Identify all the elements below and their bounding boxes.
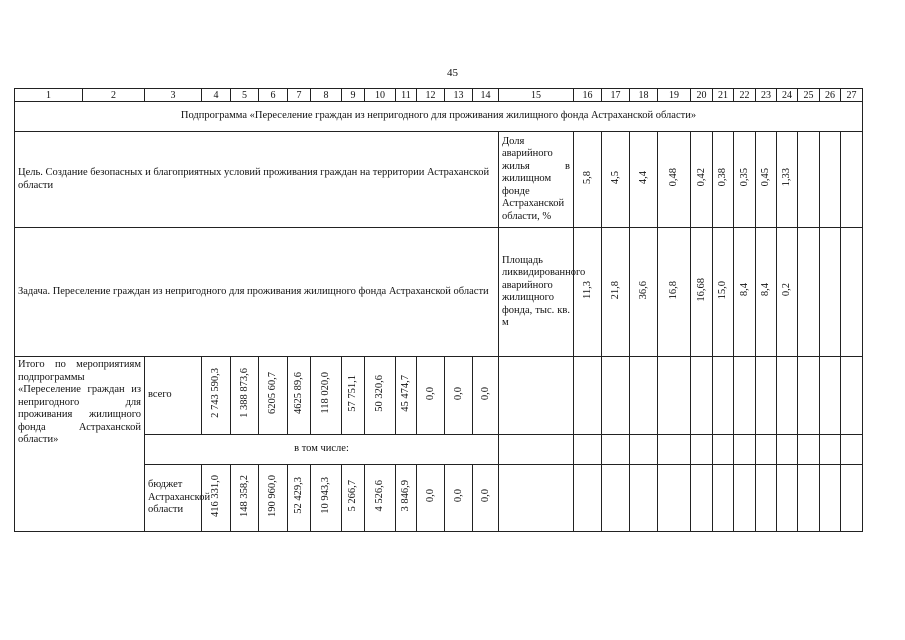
budget-value: 5 266,7: [347, 480, 358, 512]
column-number: 18: [630, 89, 658, 102]
task-value: 8,4: [738, 283, 750, 297]
column-number: 24: [777, 89, 798, 102]
budget-value: 148 358,2: [238, 474, 250, 517]
totals-value: 0,0: [479, 386, 491, 400]
column-number: 2: [83, 89, 145, 102]
totals-value: 2 743 590,3: [210, 368, 221, 419]
task-value: 36,6: [637, 280, 649, 299]
budget-value: 416 331,0: [210, 474, 221, 517]
column-number: 22: [734, 89, 756, 102]
totals-value: 1 388 873,6: [238, 368, 250, 419]
column-number: 25: [798, 89, 820, 102]
budget-value: 3 846,9: [400, 480, 411, 512]
totals-row-label: всего: [145, 357, 202, 435]
goal-text: Цель. Создание безопасных и благоприятных условий проживания граждан на территории Астраханской области: [15, 132, 499, 228]
column-number: 6: [259, 89, 288, 102]
totals-value: 4625 89,6: [293, 372, 304, 415]
totals-label: Итого по мероприятиям подпрограммы «Переселение граждан из непригодного для проживания жилищного фонда Астраханской области»: [15, 357, 145, 532]
column-number: 23: [756, 89, 777, 102]
subprogram-row: [15, 102, 863, 132]
totals-value: 0,0: [424, 386, 436, 400]
budget-value: 0,0: [479, 489, 491, 503]
column-number: 10: [365, 89, 396, 102]
goal-value: 1,33: [781, 168, 792, 187]
budget-row-label: бюджет Астраханской области: [145, 465, 202, 532]
column-number: 15: [499, 89, 574, 102]
column-number: 26: [820, 89, 841, 102]
goal-value: 4,4: [637, 170, 649, 184]
column-number: 1: [15, 89, 83, 102]
column-number: 12: [417, 89, 445, 102]
task-row: [15, 228, 863, 357]
task-text: Задача. Переселение граждан из непригодного для проживания жилищного фонда Астраханской области: [15, 228, 499, 357]
column-number: 27: [841, 89, 863, 102]
column-number: 17: [602, 89, 630, 102]
column-number: 9: [342, 89, 365, 102]
goal-value: 0,45: [760, 168, 771, 187]
budget-value: 52 429,3: [293, 477, 304, 515]
budget-value: 190 960,0: [267, 474, 278, 517]
goal-value: 0,38: [717, 168, 728, 187]
totals-value: 0,0: [452, 386, 464, 400]
including-label: в том числе:: [145, 435, 499, 465]
budget-value: 0,0: [452, 489, 464, 503]
column-number: 16: [574, 89, 602, 102]
column-number: 14: [473, 89, 499, 102]
goal-value: 0,48: [668, 168, 679, 187]
program-table: [14, 88, 863, 532]
goal-value: 0,42: [695, 168, 707, 187]
budget-value: 10 943,3: [320, 477, 331, 515]
totals-row: [15, 357, 863, 435]
task-value: 16,68: [695, 277, 707, 302]
task-value: 8,4: [760, 283, 771, 297]
totals-value: 118 020,0: [320, 372, 331, 415]
totals-value: 50 320,6: [374, 374, 385, 412]
task-value: 11,3: [581, 280, 593, 299]
column-number: 8: [311, 89, 342, 102]
column-number: 21: [713, 89, 734, 102]
column-number: 13: [445, 89, 473, 102]
task-value: 0,2: [781, 283, 792, 297]
column-number-row: [15, 89, 863, 102]
goal-row: [15, 132, 863, 228]
task-value: 16,8: [668, 280, 679, 299]
totals-value: 45 474,7: [400, 374, 411, 412]
column-number: 11: [396, 89, 417, 102]
task-value: 21,8: [609, 280, 621, 299]
budget-value: 0,0: [424, 489, 436, 503]
goal-value: 4,5: [609, 170, 621, 184]
goal-indicator: Доля аварийного жилья в жилищном фонде Астраханской области, %: [499, 132, 574, 228]
goal-value: 0,35: [738, 168, 750, 187]
page-number: 45: [447, 67, 458, 79]
column-number: 7: [288, 89, 311, 102]
column-number: 19: [658, 89, 691, 102]
goal-value: 5,8: [581, 170, 593, 184]
totals-value: 57 751,1: [347, 374, 358, 412]
task-indicator: Площадь ликвидированного аварийного жилищного фонда, тыс. кв. м: [499, 228, 574, 357]
subprogram-title: Подпрограмма «Переселение граждан из непригодного для проживания жилищного фонда Астраханской области»: [15, 102, 863, 132]
column-number: 5: [231, 89, 259, 102]
budget-value: 4 526,6: [374, 480, 385, 512]
totals-value: 6205 60,7: [267, 372, 278, 415]
column-number: 20: [691, 89, 713, 102]
column-number: 4: [202, 89, 231, 102]
task-value: 15,0: [717, 280, 728, 299]
column-number: 3: [145, 89, 202, 102]
